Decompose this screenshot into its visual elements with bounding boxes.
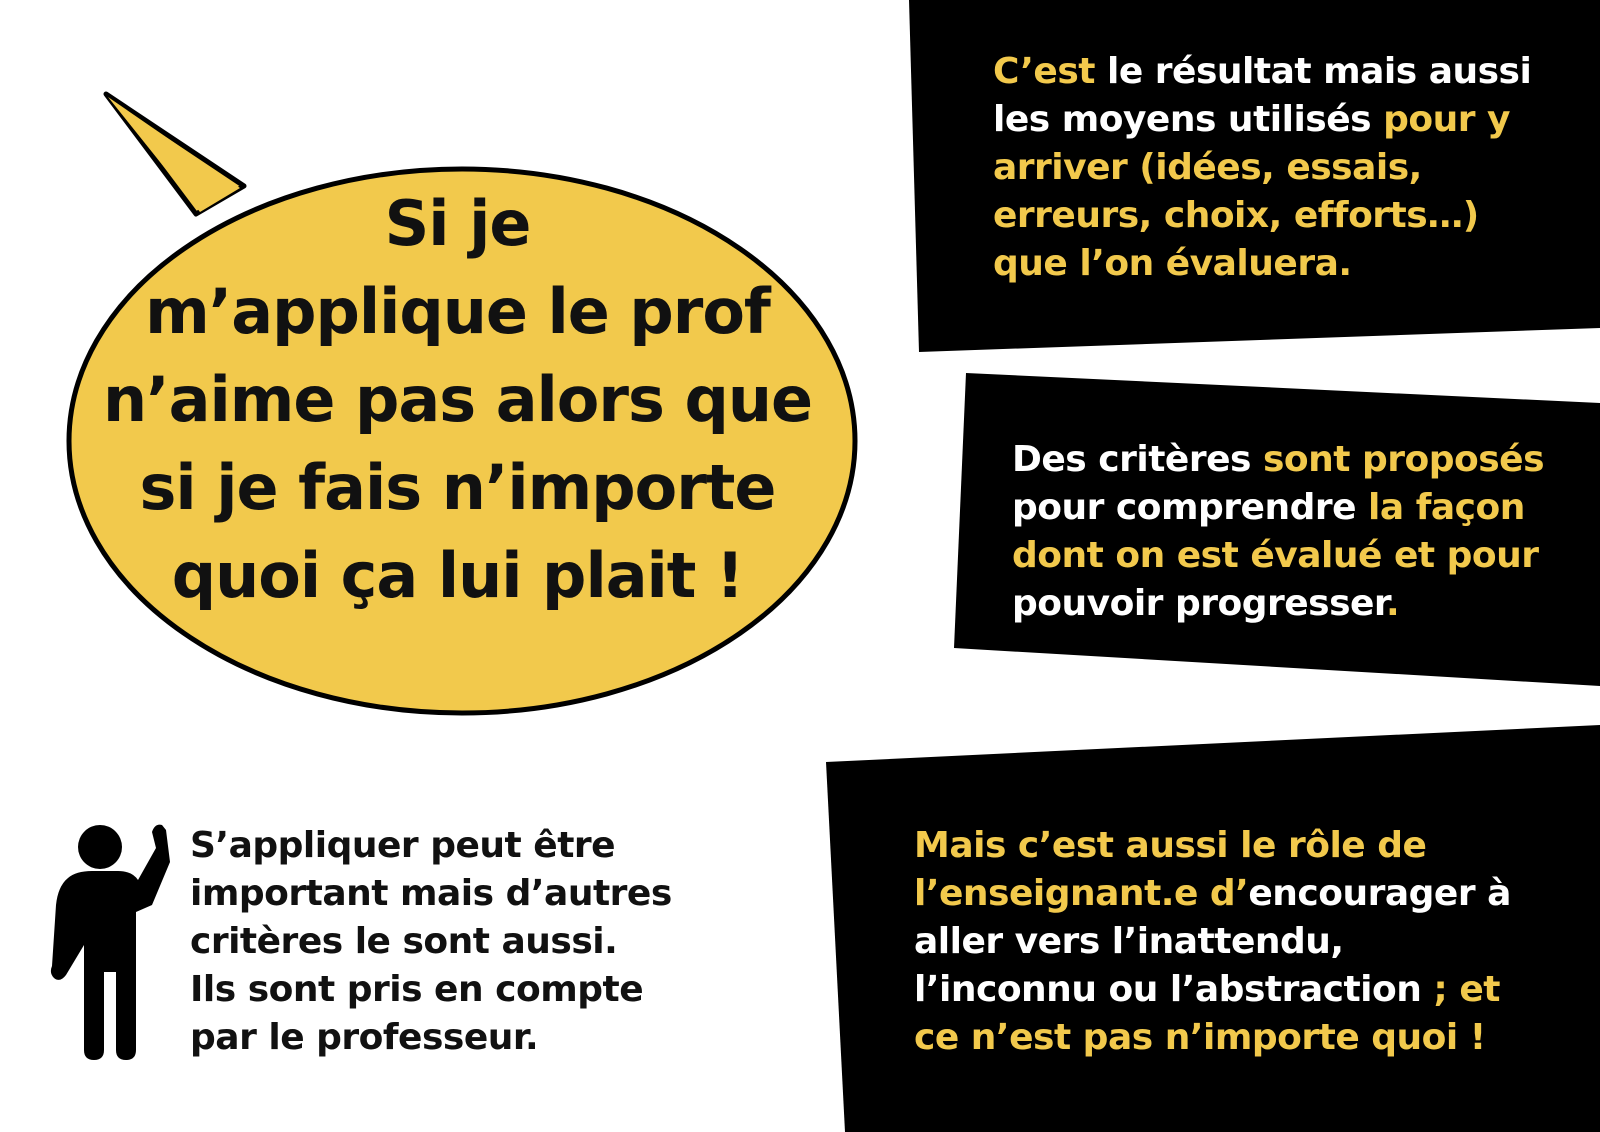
plain: pouvoir progresser <box>1012 583 1387 624</box>
highlight: C’est <box>993 51 1095 92</box>
plain: pour comprendre <box>1012 487 1369 528</box>
bubble-line: Si je <box>384 187 531 260</box>
plain: les moyens utilisés <box>993 99 1384 140</box>
panel-3-line <box>914 870 1511 918</box>
note-line: Ils sont pris en compte <box>190 969 644 1010</box>
note-line: par le professeur. <box>190 1017 539 1058</box>
highlight: sont proposés <box>1262 439 1545 480</box>
bubble-line: quoi ça lui plait ! <box>171 539 744 612</box>
note-line: important mais d’autres <box>190 873 672 914</box>
panel-2-line <box>1012 484 1544 532</box>
bubble-line: n’aime pas alors que <box>102 363 813 436</box>
panel-1-line <box>993 48 1531 96</box>
highlight: . <box>1386 583 1400 624</box>
plain: l’inconnu ou l’abstraction <box>914 969 1422 1010</box>
panel-2-line <box>1012 436 1544 484</box>
note-line: S’appliquer peut être <box>190 825 616 866</box>
panel-3-line <box>914 966 1511 1014</box>
speech-bubble-text <box>90 180 825 620</box>
panel-3-text <box>914 822 1511 1062</box>
plain: Des critères <box>1012 439 1263 480</box>
panel-2-text <box>1012 436 1544 628</box>
bubble-line: m’applique le prof <box>145 275 770 348</box>
plain: le résultat mais aussi <box>1094 51 1532 92</box>
highlight: la façon <box>1368 487 1525 528</box>
highlight: l’enseignant.e d’ <box>914 873 1249 914</box>
panel-3-line: aller vers l’inattendu, <box>914 921 1344 962</box>
person-raising-finger-icon <box>51 825 170 1060</box>
panel-2-line: dont on est évalué et pour <box>1012 535 1539 576</box>
panel-1-line <box>993 96 1531 144</box>
panel-1-line: que l’on évaluera. <box>993 243 1352 284</box>
highlight: ; et <box>1421 969 1500 1010</box>
plain: encourager à <box>1248 873 1511 914</box>
panel-1-line: arriver (idées, essais, <box>993 147 1422 188</box>
bubble-line: si je fais n’importe <box>139 451 776 524</box>
panel-1-line: erreurs, choix, efforts…) <box>993 195 1479 236</box>
panel-1-text <box>993 48 1531 288</box>
panel-3-line: ce n’est pas n’importe quoi ! <box>914 1017 1486 1058</box>
panel-2-line <box>1012 580 1544 628</box>
panel-3-line: Mais c’est aussi le rôle de <box>914 825 1427 866</box>
highlight: pour y <box>1383 99 1510 140</box>
note-line: critères le sont aussi. <box>190 921 618 962</box>
teacher-note-text <box>190 822 672 1062</box>
